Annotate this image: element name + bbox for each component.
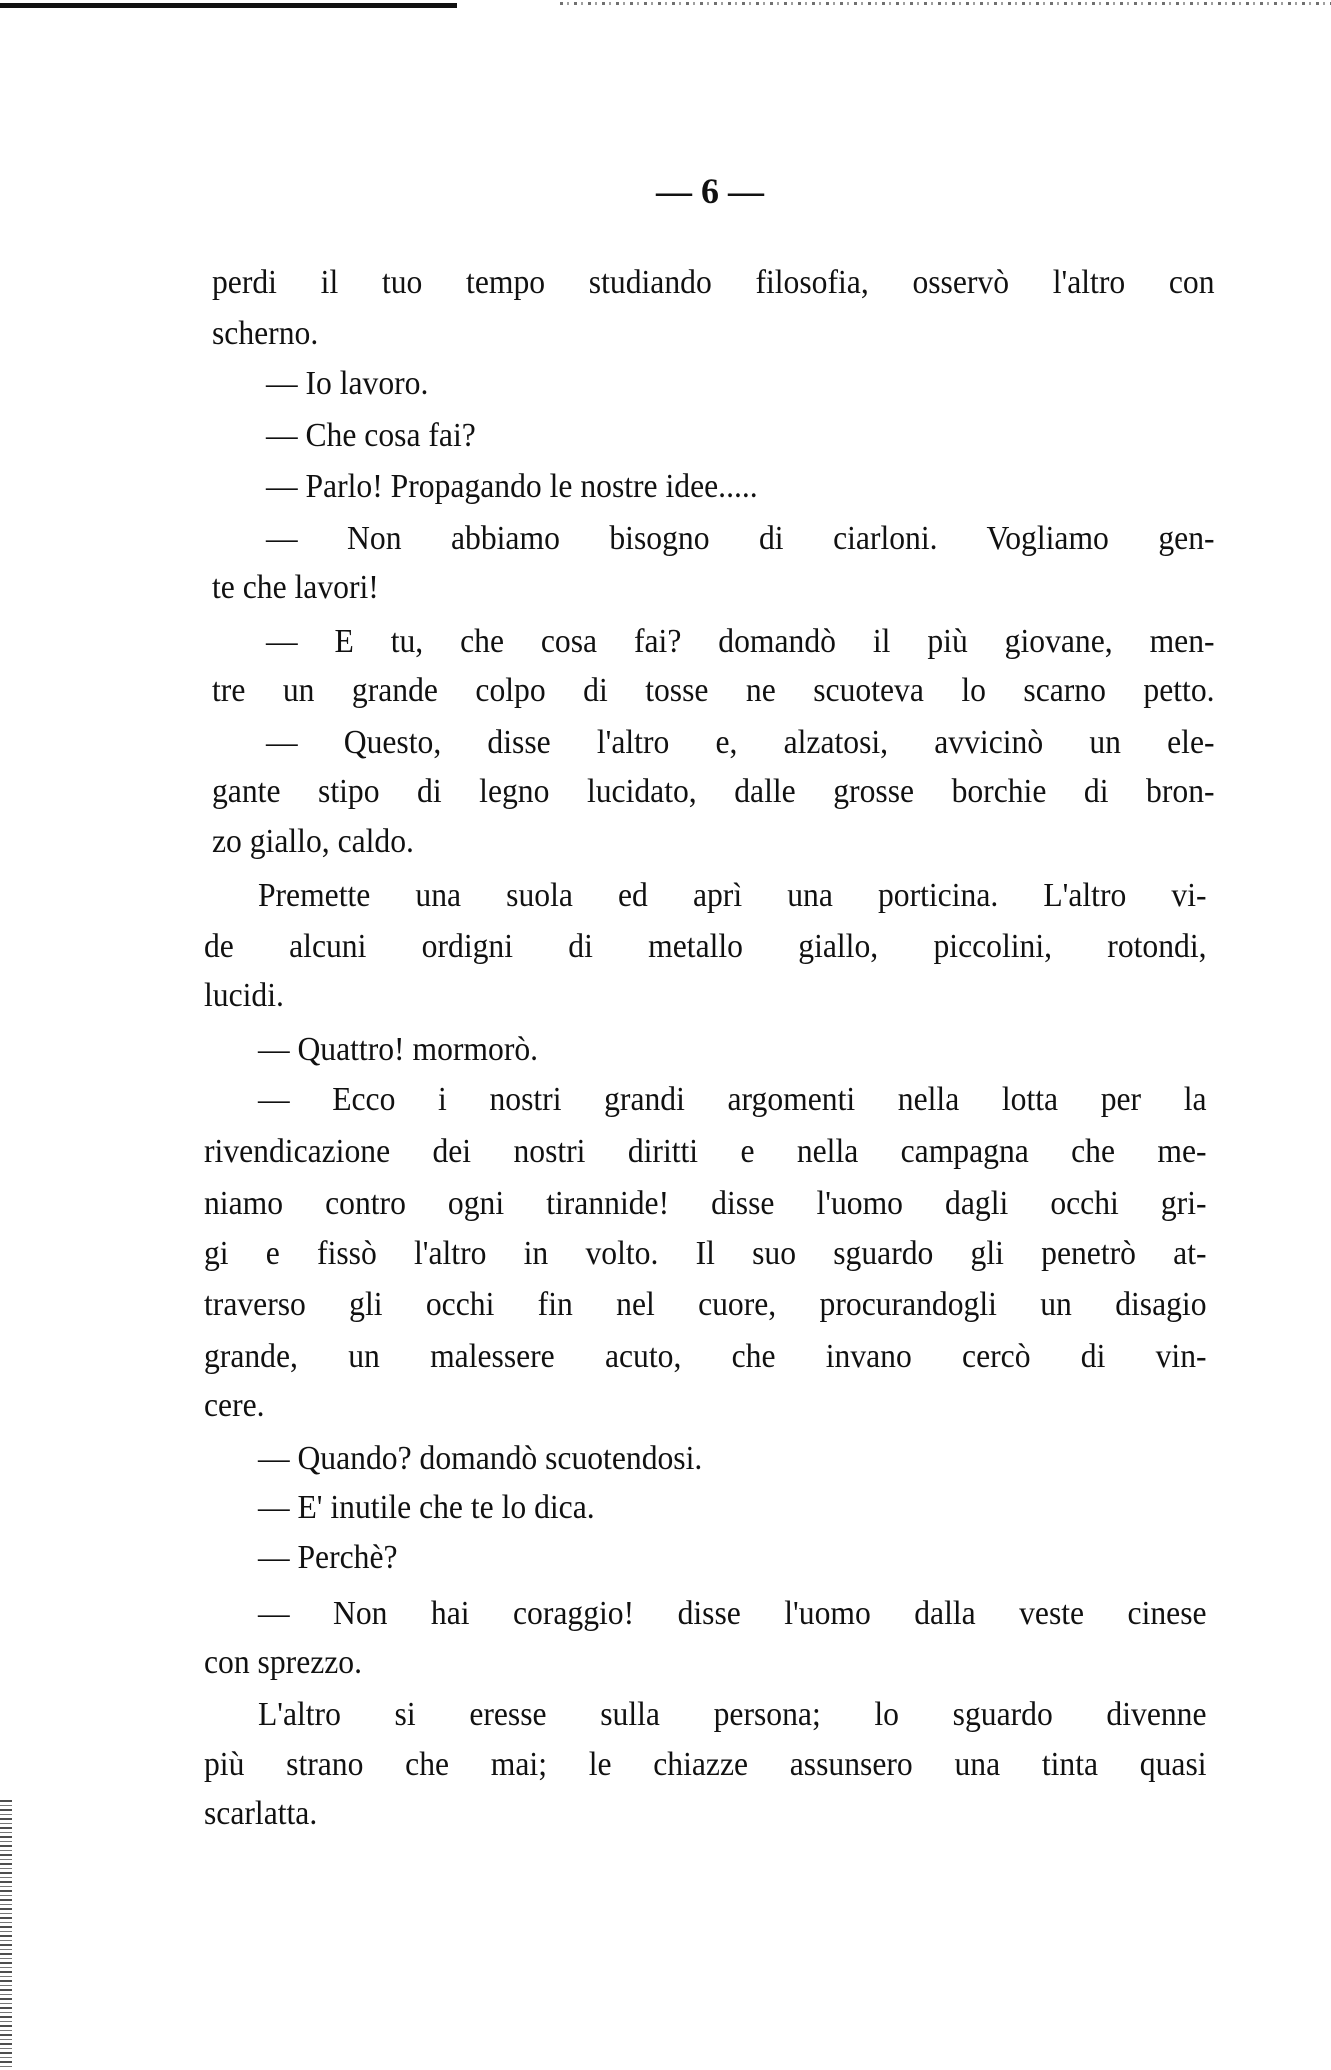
text-line: L'altro si eresse sulla persona; lo sguardo divenne xyxy=(257,1695,1207,1733)
text-line: gante stipo di legno lucidato, dalle grosse borchie di bron- xyxy=(212,772,1215,810)
text-line: — E' inutile che te lo dica. xyxy=(257,1489,595,1527)
text-line: zo giallo, caldo. xyxy=(212,823,414,861)
text-line: — Parlo! Propagando le nostre idee..... xyxy=(265,468,758,506)
text-line: gi e fissò l'altro in volto. Il suo sguardo gli penetrò at- xyxy=(204,1234,1207,1272)
text-line: — Quando? domandò scuotendosi. xyxy=(257,1440,703,1478)
text-line: cere. xyxy=(204,1387,265,1425)
text-line: lucidi. xyxy=(204,976,284,1014)
text-line: de alcuni ordigni di metallo giallo, piccolini, rotondi, xyxy=(204,927,1207,965)
text-line: traverso gli occhi fin nel cuore, procurandogli un disagio xyxy=(204,1286,1207,1324)
text-line: scherno. xyxy=(212,314,319,352)
text-line: niamo contro ogni tirannide! disse l'uomo dagli occhi gri- xyxy=(204,1184,1207,1222)
text-line: te che lavori! xyxy=(212,568,379,606)
text-line: — Perchè? xyxy=(257,1539,398,1577)
text-line: — Quattro! mormorò. xyxy=(257,1030,539,1068)
text-line: — Io lavoro. xyxy=(265,364,429,402)
page-number: — 6 — xyxy=(656,171,764,211)
text-line: con sprezzo. xyxy=(204,1643,363,1681)
scan-edge xyxy=(0,1800,12,2070)
text-line: Premette una suola ed aprì una porticina. L'altro vi- xyxy=(257,877,1207,915)
text-line: — Non abbiamo bisogno di ciarloni. Vogliamo gen- xyxy=(265,519,1215,557)
text-line: — E tu, che cosa fai? domandò il più giovane, men- xyxy=(265,623,1215,661)
text-line: rivendicazione dei nostri diritti e nella campagna che me- xyxy=(204,1132,1207,1170)
top-rule xyxy=(0,3,457,8)
text-line: tre un grande colpo di tosse ne scuoteva lo scarno petto. xyxy=(212,672,1215,710)
text-line: scarlatta. xyxy=(204,1794,318,1832)
text-line: grande, un malessere acuto, che invano cercò di vin- xyxy=(204,1338,1207,1376)
text-line: perdi il tuo tempo studiando filosofia, osservò l'altro con xyxy=(212,264,1215,302)
text-line: — Ecco i nostri grandi argomenti nella lotta per la xyxy=(257,1081,1207,1119)
scan-noise-top xyxy=(560,2,1331,5)
text-line: — Questo, disse l'altro e, alzatosi, avvicinò un ele- xyxy=(265,723,1215,761)
text-line: — Non hai coraggio! disse l'uomo dalla veste cinese xyxy=(257,1594,1207,1632)
text-line: più strano che mai; le chiazze assunsero una tinta quasi xyxy=(204,1745,1207,1783)
text-line: — Che cosa fai? xyxy=(265,416,476,454)
